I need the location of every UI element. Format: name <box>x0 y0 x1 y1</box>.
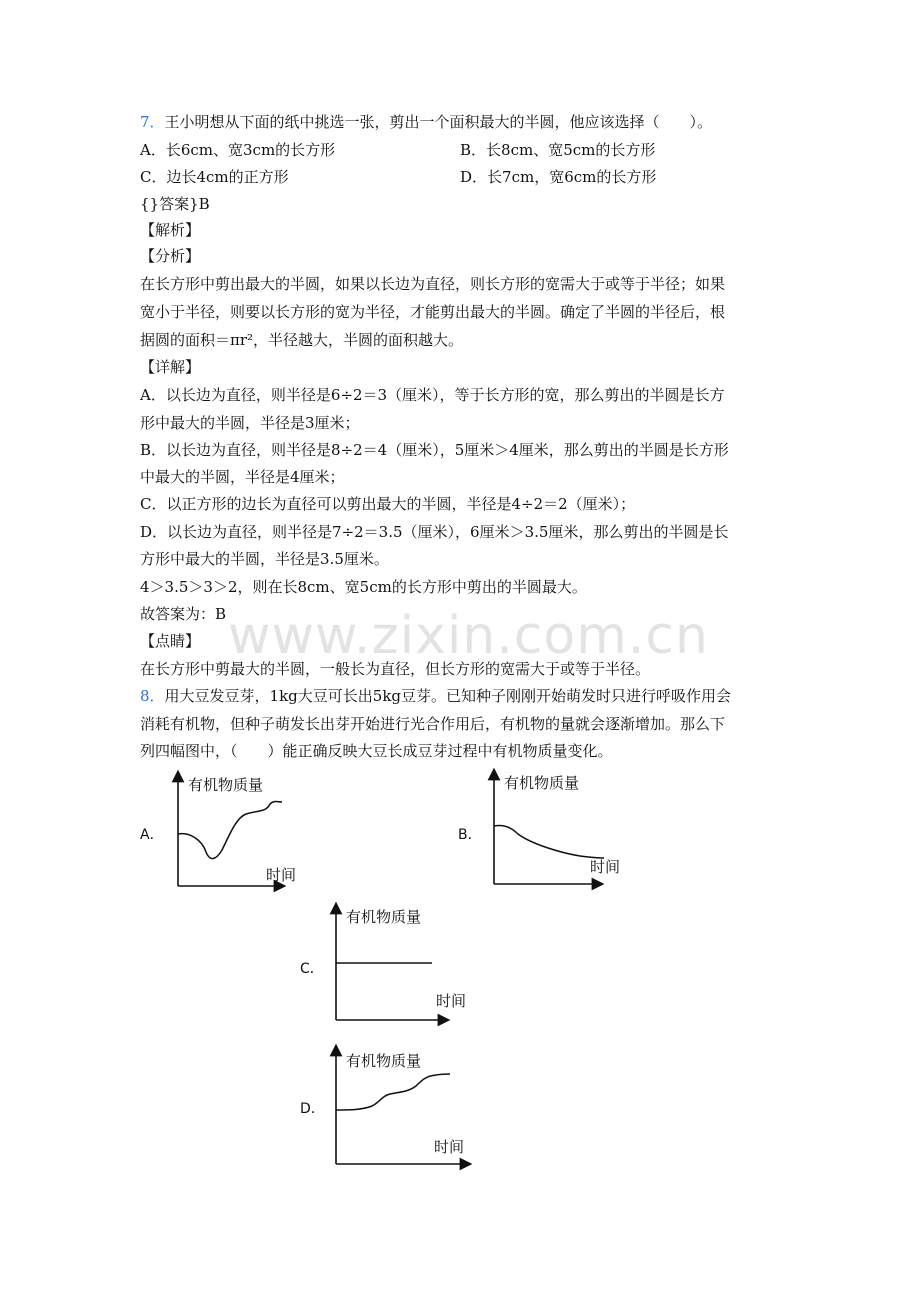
question-8-number: 8． <box>140 687 165 705</box>
detail-b-line-2: 中最大的半圆，半径是4厘米； <box>140 468 345 486</box>
analysis-heading: 【解析】 <box>140 221 201 239</box>
question-7-stem <box>140 112 712 132</box>
watermark: www.zixin.com.cn <box>228 606 709 666</box>
graph-d-curve <box>336 1074 450 1110</box>
graph-b-curve <box>494 825 604 858</box>
comparison-line: 4＞3.5＞3＞2，则在长8cm、宽5cm的长方形中剪出的半圆最大。 <box>140 578 587 596</box>
detail-b-line-1: B．以长边为直径，则半径是8÷2＝4（厘米），5厘米＞4厘米，那么剪出的半圆是长方形 <box>140 441 729 459</box>
dianjing-text: 在长方形中剪最大的半圆，一般长为直径，但长方形的宽需大于或等于半径。 <box>140 660 651 678</box>
detail-a-line-2: 形中最大的半圆，半径是3厘米； <box>140 414 360 432</box>
final-answer: 故答案为：B <box>140 605 227 623</box>
fenxi-heading: 【分析】 <box>140 247 201 265</box>
question-8-stem-2: 消耗有机物，但种子萌发长出芽开始进行光合作用后，有机物的量就会逐渐增加。那么下 <box>140 715 726 733</box>
graph-b-xlabel: 时间 <box>590 858 621 876</box>
graph-d-label: D． <box>300 1101 325 1117</box>
detail-heading: 【详解】 <box>140 358 201 376</box>
question-8-stem-1 <box>140 686 731 706</box>
detail-d-line-2: 方形中最大的半圆，半径是3.5厘米。 <box>140 550 389 568</box>
graph-d-xlabel: 时间 <box>434 1138 465 1156</box>
graph-b-label: B． <box>458 827 482 843</box>
graph-a-label: A． <box>140 827 164 843</box>
graph-a-xlabel: 时间 <box>266 866 297 884</box>
question-8-text-1: 用大豆发豆芽，1kg大豆可长出5kg豆芽。已知种子刚刚开始萌发时只进行呼吸作用会 <box>164 687 732 705</box>
graph-a <box>170 772 310 892</box>
question-7-text: 王小明想从下面的纸中挑选一张，剪出一个面积最大的半圆，他应该选择（ ）。 <box>164 113 713 131</box>
graph-c-label: C． <box>300 961 324 977</box>
graph-c <box>328 904 478 1026</box>
option-d: D．长7cm，宽6cm的长方形 <box>460 168 657 186</box>
question-7-number: 7． <box>140 113 165 131</box>
graph-b <box>486 770 631 890</box>
detail-c-line-1: C．以正方形的边长为直径可以剪出最大的半圆，半径是4÷2＝2（厘米）； <box>140 495 636 513</box>
detail-d-line-1: D．以长边为直径，则半径是7÷2＝3.5（厘米），6厘米＞3.5厘米，那么剪出的半圆是长 <box>140 523 729 541</box>
graph-d <box>328 1046 478 1170</box>
graph-c-ylabel: 有机物质量 <box>346 908 422 926</box>
fenxi-line-3: 据圆的面积＝πr²，半径越大，半圆的面积越大。 <box>140 331 464 349</box>
detail-a-line-1: A．以长边为直径，则半径是6÷2＝3（厘米），等于长方形的宽，那么剪出的半圆是长方 <box>140 386 725 404</box>
question-8-stem-3: 列四幅图中，（ ）能正确反映大豆长成豆芽过程中有机物质量变化。 <box>140 742 613 760</box>
fenxi-line-1: 在长方形中剪出最大的半圆，如果以长边为直径，则长方形的宽需大于或等于半径；如果 <box>140 275 726 293</box>
graph-a-curve <box>178 802 282 859</box>
fenxi-line-2: 宽小于半径，则要以长方形的宽为半径，才能剪出最大的半圆。确定了半圆的半径后，根 <box>140 303 726 321</box>
option-b: B．长8cm、宽5cm的长方形 <box>460 141 656 159</box>
option-c: C．边长4cm的正方形 <box>140 168 289 186</box>
graph-a-ylabel: 有机物质量 <box>188 776 264 794</box>
answer-line: {}答案}B <box>140 195 210 213</box>
graph-d-ylabel: 有机物质量 <box>346 1052 422 1070</box>
dianjing-heading: 【点睛】 <box>140 632 201 650</box>
graph-b-ylabel: 有机物质量 <box>504 774 580 792</box>
graph-c-svg <box>328 904 478 1026</box>
option-a: A．长6cm、宽3cm的长方形 <box>140 141 336 159</box>
graph-a-svg <box>170 772 310 892</box>
graph-d-svg <box>328 1046 478 1170</box>
graph-b-svg <box>486 770 631 890</box>
graph-c-xlabel: 时间 <box>436 992 467 1010</box>
